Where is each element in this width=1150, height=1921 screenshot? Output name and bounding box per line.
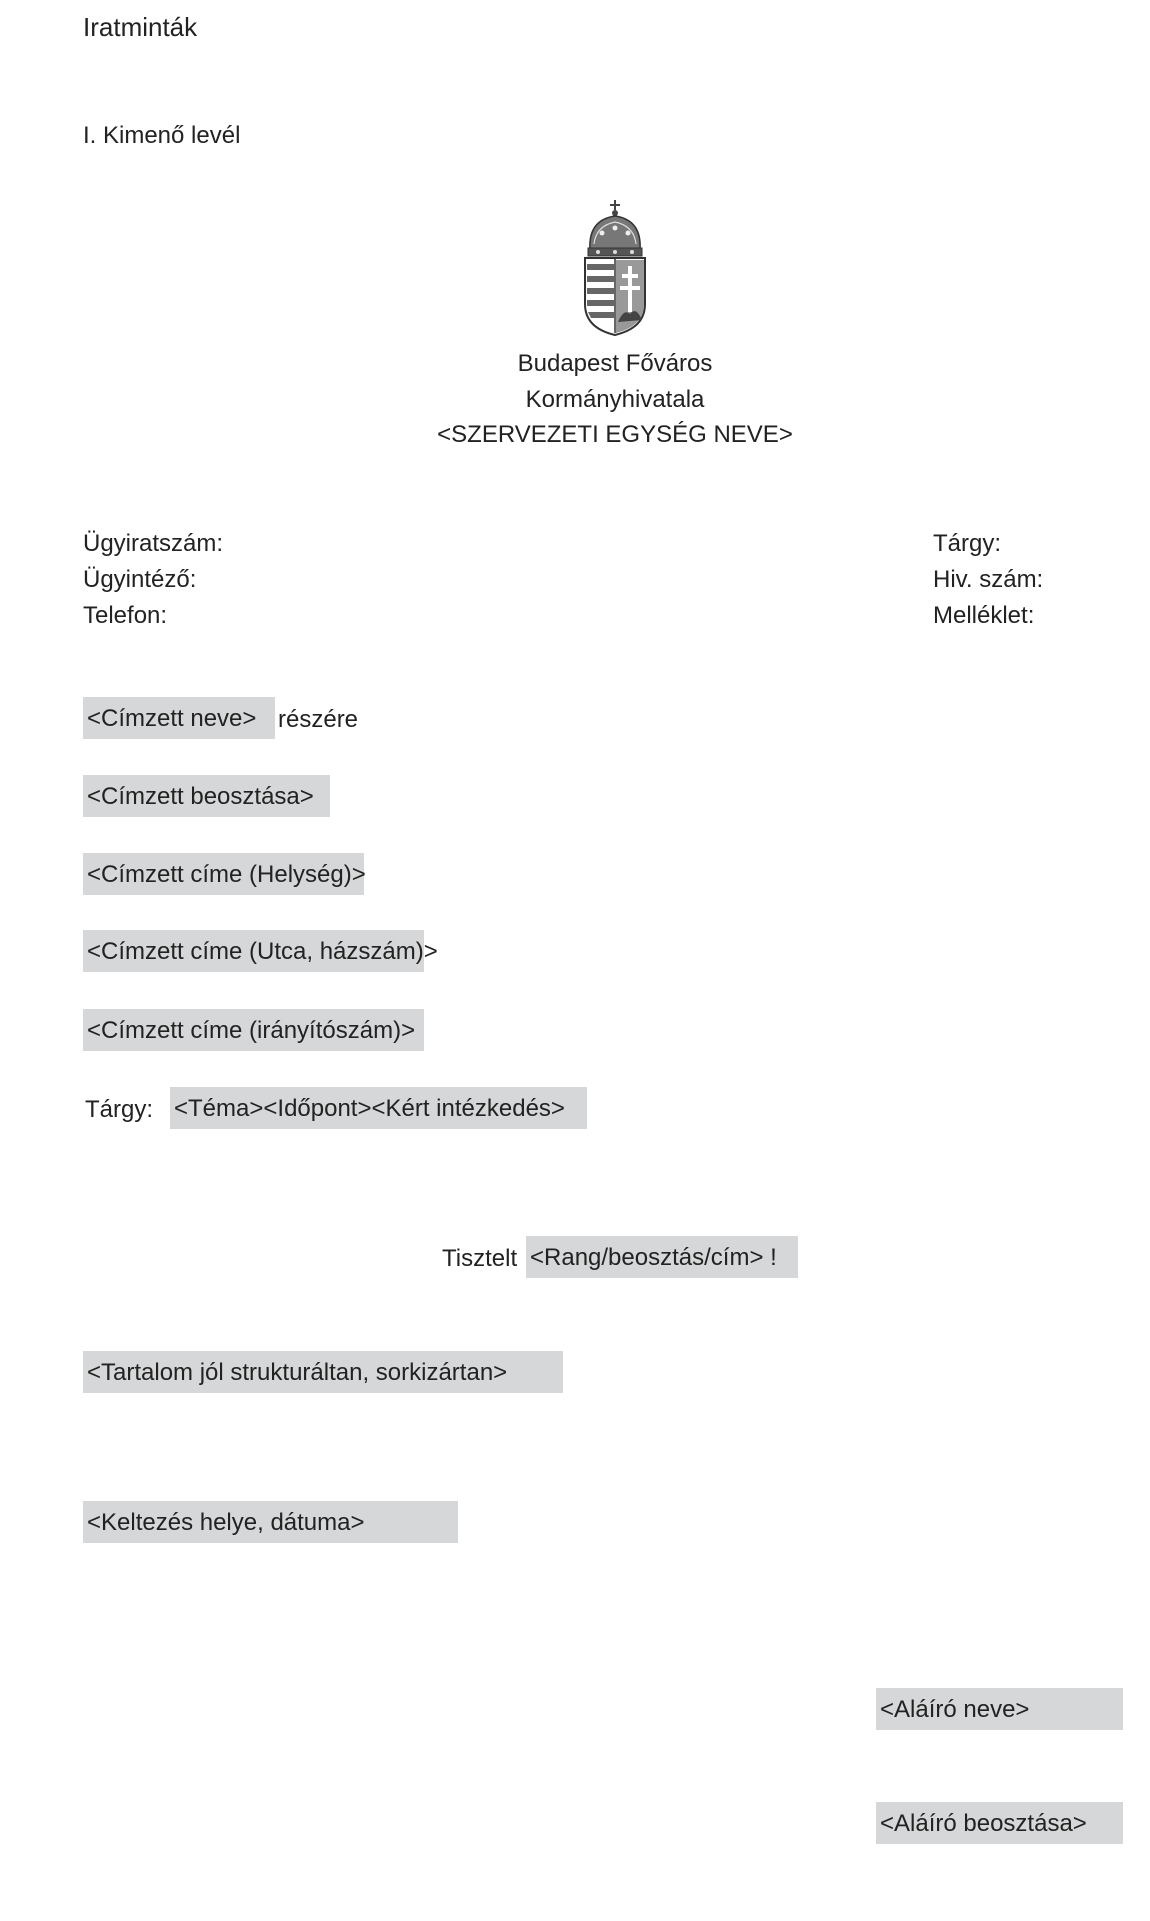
section-title: I. Kimenő levél xyxy=(83,122,241,149)
recipient-zip-field[interactable]: <Címzett címe (irányítószám)> xyxy=(83,1009,424,1051)
recipient-name-field[interactable]: <Címzett neve> xyxy=(83,697,275,739)
subject-label: Tárgy: xyxy=(85,1096,154,1123)
attachment-label: Melléklet: xyxy=(933,602,1035,629)
recipient-street-field[interactable]: <Címzett címe (Utca, házszám)> xyxy=(83,930,424,972)
salutation-prefix: Tisztelt xyxy=(442,1245,518,1272)
reference-number-label: Hiv. szám: xyxy=(933,566,1044,593)
signer-position-field[interactable]: <Aláíró beosztása> xyxy=(876,1802,1123,1844)
recipient-position-field[interactable]: <Címzett beosztása> xyxy=(83,775,330,817)
subject-meta-label: Tárgy: xyxy=(933,530,1002,557)
page-title: Iratminták xyxy=(83,12,198,42)
salutation-field[interactable]: <Rang/beosztás/cím> ! xyxy=(526,1236,798,1278)
org-unit-name: <SZERVEZETI EGYSÉG NEVE> xyxy=(437,421,793,448)
signer-name-field[interactable]: <Aláíró neve> xyxy=(876,1688,1123,1730)
file-number-label: Ügyiratszám: xyxy=(83,530,224,557)
subject-field[interactable]: <Téma><Időpont><Kért intézkedés> xyxy=(170,1087,587,1129)
administrator-label: Ügyintéző: xyxy=(83,566,197,593)
recipient-for-label: részére xyxy=(278,706,359,733)
recipient-city-field[interactable]: <Címzett címe (Helység)> xyxy=(83,853,364,895)
hungarian-coat-of-arms-icon xyxy=(582,200,648,336)
org-name-line2: Kormányhivatala xyxy=(525,386,705,413)
date-place-field[interactable]: <Keltezés helye, dátuma> xyxy=(83,1501,458,1543)
phone-label: Telefon: xyxy=(83,602,168,629)
org-name-line1: Budapest Főváros xyxy=(517,350,713,377)
body-content-field[interactable]: <Tartalom jól strukturáltan, sorkizártan> xyxy=(83,1351,563,1393)
